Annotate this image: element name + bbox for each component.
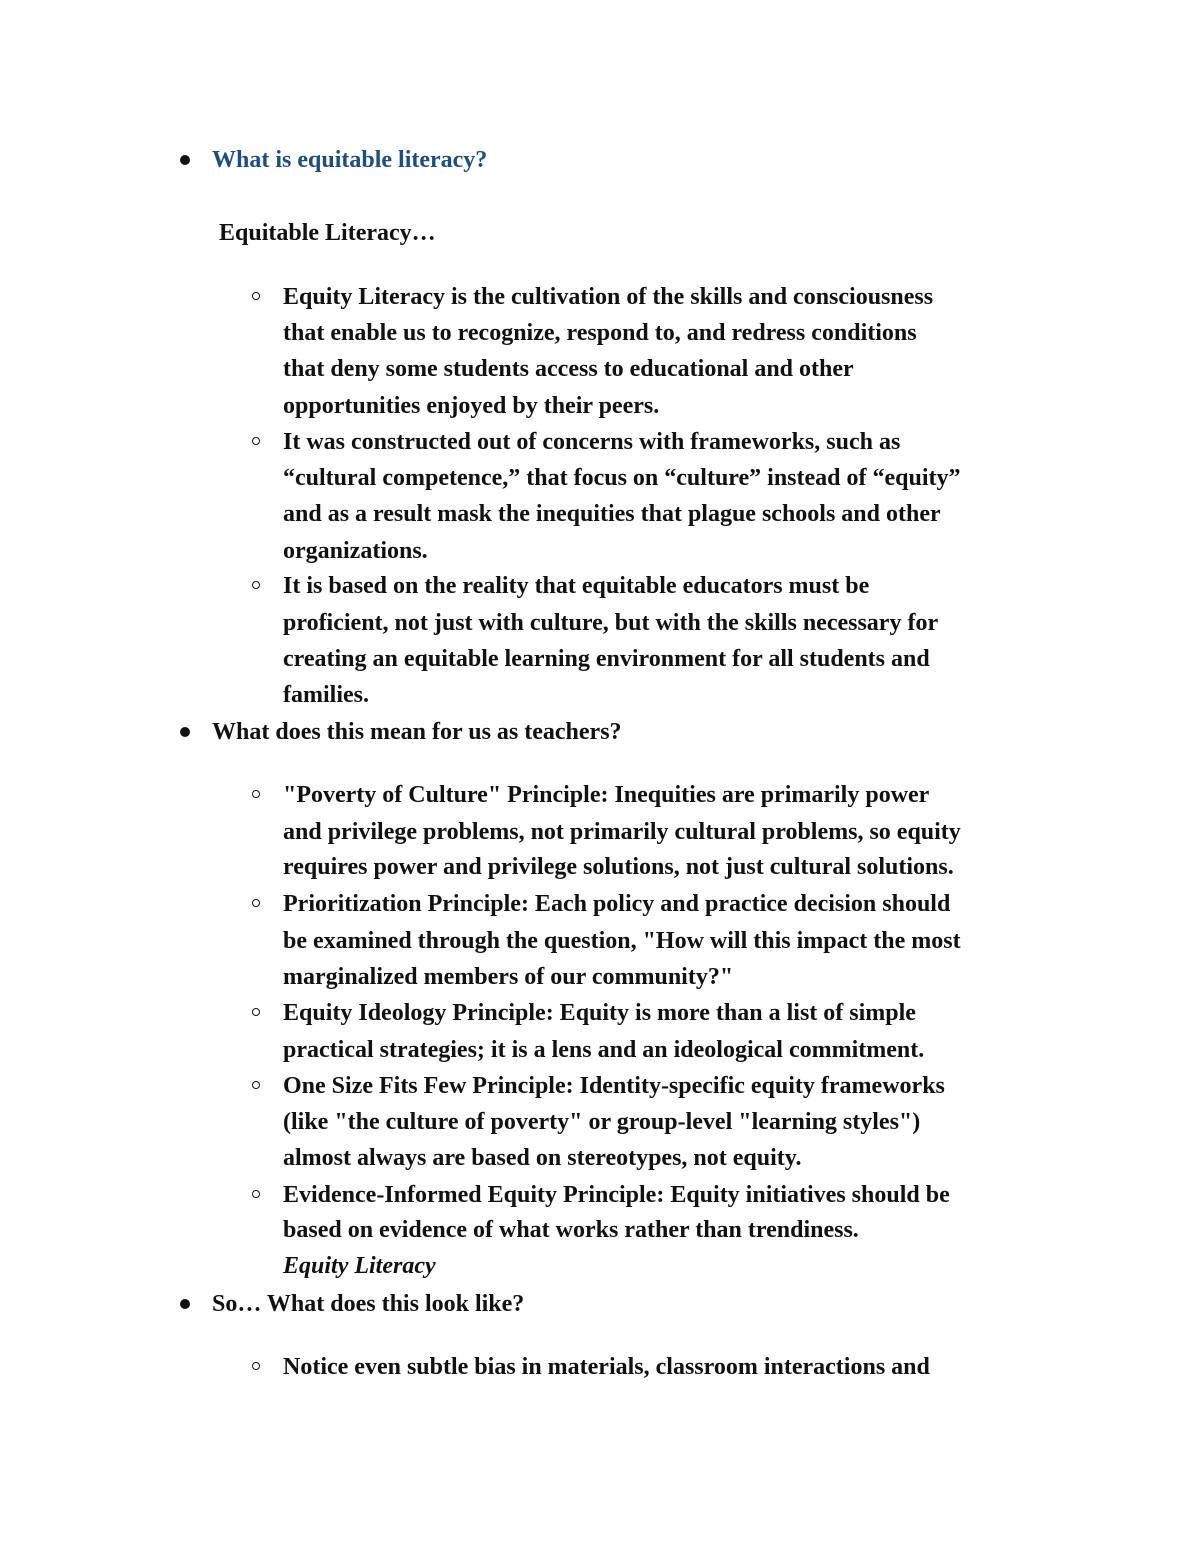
list-item-line: Evidence-Informed Equity Principle: Equity initiatives should be: [283, 1182, 950, 1208]
list-item-line: be examined through the question, "How will this impact the most: [283, 928, 961, 954]
list-item-line: families.: [283, 682, 369, 708]
bullet-circle-icon: [252, 581, 260, 589]
list-item-line: marginalized members of our community?": [283, 964, 734, 990]
list-item-line: "Poverty of Culture" Principle: Inequities are primarily power: [283, 782, 930, 808]
citation-label: Equity Literacy: [283, 1253, 436, 1279]
bullet-circle-icon: [252, 1081, 260, 1089]
bullet-circle-icon: [252, 292, 260, 300]
list-item-line: practical strategies; it is a lens and an ideological commitment.: [283, 1037, 925, 1063]
section-heading: What does this mean for us as teachers?: [212, 719, 622, 745]
bullet-dot-icon: [180, 727, 190, 737]
bullet-circle-icon: [252, 790, 260, 798]
list-item-line: It was constructed out of concerns with frameworks, such as: [283, 429, 901, 455]
list-item-line: “cultural competence,” that focus on “culture” instead of “equity”: [283, 465, 961, 491]
list-item-line: Equity Ideology Principle: Equity is more than a list of simple: [283, 1000, 916, 1026]
list-item-line: and as a result mask the inequities that plague schools and other: [283, 501, 941, 527]
list-item-line: that enable us to recognize, respond to, and redress conditions: [283, 320, 917, 346]
bullet-circle-icon: [252, 437, 260, 445]
list-item-line: It is based on the reality that equitable educators must be: [283, 573, 870, 599]
list-item-line: organizations.: [283, 538, 428, 564]
bullet-circle-icon: [252, 1362, 260, 1370]
bullet-dot-icon: [180, 155, 190, 165]
list-item-line: that deny some students access to educational and other: [283, 356, 854, 382]
list-item-line: based on evidence of what works rather than trendiness.: [283, 1217, 859, 1243]
list-item-line: opportunities enjoyed by their peers.: [283, 393, 660, 419]
bullet-dot-icon: [180, 1299, 190, 1309]
section-subheading: Equitable Literacy…: [219, 220, 436, 246]
list-item-line: almost always are based on stereotypes, not equity.: [283, 1145, 802, 1171]
list-item-line: Notice even subtle bias in materials, classroom interactions and: [283, 1354, 930, 1380]
list-item-line: proficient, not just with culture, but with the skills necessary for: [283, 610, 939, 636]
section-heading: What is equitable literacy?: [212, 147, 488, 173]
bullet-circle-icon: [252, 1190, 260, 1198]
list-item-line: One Size Fits Few Principle: Identity-specific equity frameworks: [283, 1073, 945, 1099]
list-item-line: (like "the culture of poverty" or group-level "learning styles"): [283, 1109, 921, 1135]
section-heading: So… What does this look like?: [212, 1291, 525, 1317]
list-item-line: Prioritization Principle: Each policy and practice decision should: [283, 891, 951, 917]
list-item-line: requires power and privilege solutions, not just cultural solutions.: [283, 854, 954, 880]
bullet-circle-icon: [252, 899, 260, 907]
list-item-line: and privilege problems, not primarily cultural problems, so equity: [283, 819, 961, 845]
list-item-line: Equity Literacy is the cultivation of the skills and consciousness: [283, 284, 934, 310]
list-item-line: creating an equitable learning environment for all students and: [283, 646, 930, 672]
bullet-circle-icon: [252, 1008, 260, 1016]
